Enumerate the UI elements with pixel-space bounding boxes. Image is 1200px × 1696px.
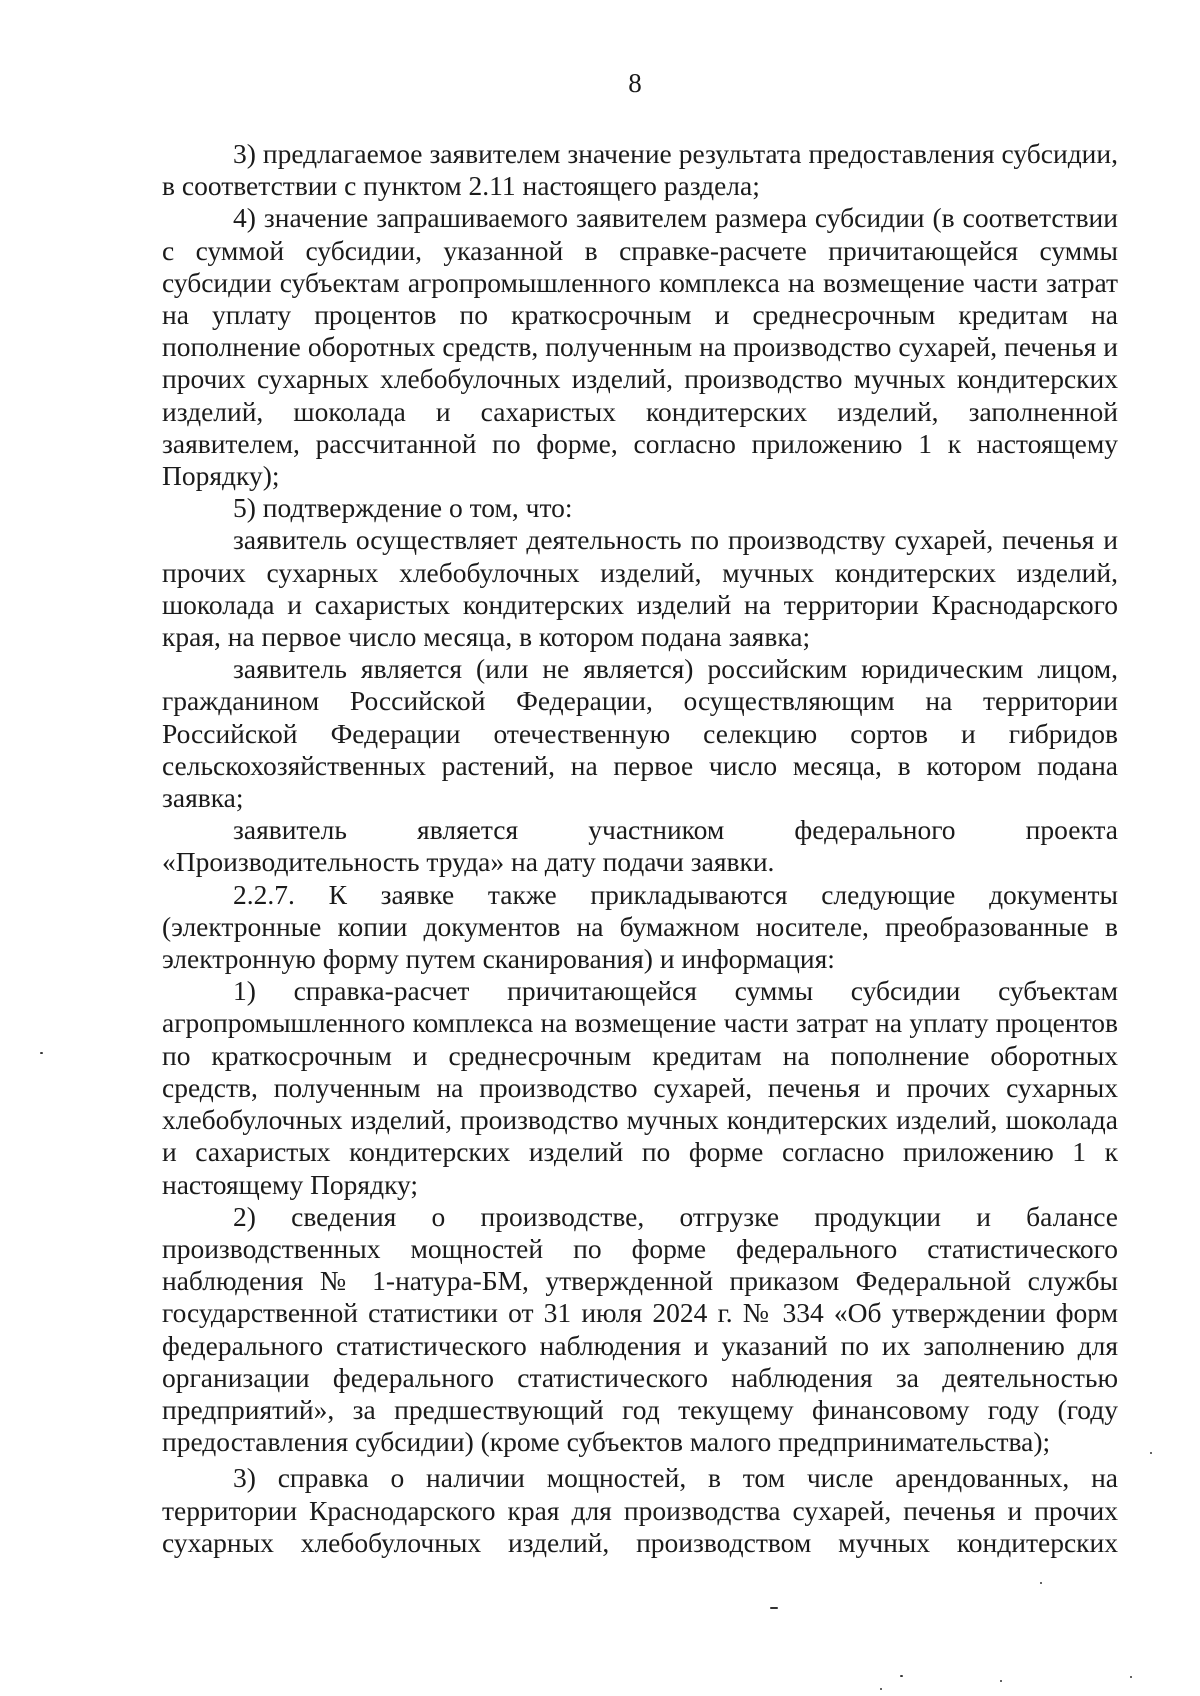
scan-speck: [1000, 1680, 1002, 1682]
scan-speck: [880, 1688, 882, 1690]
paragraph-confirmation-legal-entity: заявитель является (или не является) российским юридическим лицом, гражданином Российской Федерации, осуществляющим на территории Российской Федерации отечественную селекцию сортов и гибридов сельскохозяйственных растений, на первое число месяца, в котором подана заявка;: [162, 653, 1118, 814]
page-number: 8: [628, 68, 642, 98]
scan-speck: [1130, 1676, 1132, 1678]
paragraph-doc-1-calculation: 1) справка-расчет причитающейся суммы субсидии субъектам агропромышленного комплекса на возмещение части затрат на уплату процентов по краткосрочным и среднесрочным кредитам на пополнение оборотных средств, полученным на производство сухарей, печенья и прочих сухарных хлебобулочных изделий, производство мучных кондитерских изделий, шоколада и сахаристых кондитерских изделий по форме согласно приложению 1 к настоящему Порядку;: [162, 975, 1118, 1200]
scan-speck: [40, 1052, 43, 1054]
paragraph-confirmation-project-participant: заявитель является участником федерального проекта «Производительность труда» на дату подачи заявки.: [162, 814, 1118, 878]
scan-speck: [900, 1675, 903, 1677]
paragraph-confirmation-activity: заявитель осуществляет деятельность по производству сухарей, печенья и прочих сухарных хлебобулочных изделий, мучных кондитерских изделий, шоколада и сахаристых кондитерских изделий на территории Краснодарского края, на первое число месяца, в котором подана заявка;: [162, 524, 1118, 653]
paragraph-item-3-result-value: 3) предлагаемое заявителем значение результата предоставления субсидии, в соответствии с пунктом 2.11 настоящего раздела;: [162, 138, 1118, 202]
paragraph-doc-3-capacity-certificate: 3) справка о наличии мощностей, в том числе арендованных, на территории Краснодарского края для производства сухарей, печенья и прочих сухарных хлебобулочных изделий, производством мучных кондитерских: [162, 1462, 1118, 1558]
paragraph-doc-2-production-info: 2) сведения о производстве, отгрузке продукции и балансе производственных мощностей по форме федерального статистического наблюдения № 1-натура-БМ, утвержденной приказом Федеральной службы государственной статистики от 31 июля 2024 г. № 334 «Об утверждении форм федерального статистического наблюдения и указаний по их заполнению для организации федерального статистического наблюдения за деятельностью предприятий», за предшествующий год текущему финансовому году (году предоставления субсидии) (кроме субъектов малого предпринимательства);: [162, 1200, 1118, 1458]
document-body: [162, 138, 1118, 1559]
paragraph-section-2-2-7: 2.2.7. К заявке также прикладываются следующие документы (электронные копии документов на бумажном носителе, преобразованные в электронную форму путем сканирования) и информация:: [162, 878, 1118, 975]
paragraph-item-5-confirmation: 5) подтверждение о том, что:: [233, 492, 573, 524]
scan-speck: [1150, 1452, 1152, 1454]
scan-speck: [770, 1607, 778, 1609]
scan-speck: [1040, 1582, 1042, 1584]
paragraph-item-4-subsidy-amount: 4) значение запрашиваемого заявителем размера субсидии (в соответствии с суммой субсидии, указанной в справке-расчете причитающейся суммы субсидии субъектам агропромышленного комплекса на возмещение части затрат на уплату процентов по краткосрочным и среднесрочным кредитам на пополнение оборотных средств, полученным на производство сухарей, печенья и прочих сухарных хлебобулочных изделий, производство мучных кондитерских изделий, шоколада и сахаристых кондитерских изделий, заполненной заявителем, рассчитанной по форме, согласно приложению 1 к настоящему Порядку);: [162, 202, 1118, 492]
